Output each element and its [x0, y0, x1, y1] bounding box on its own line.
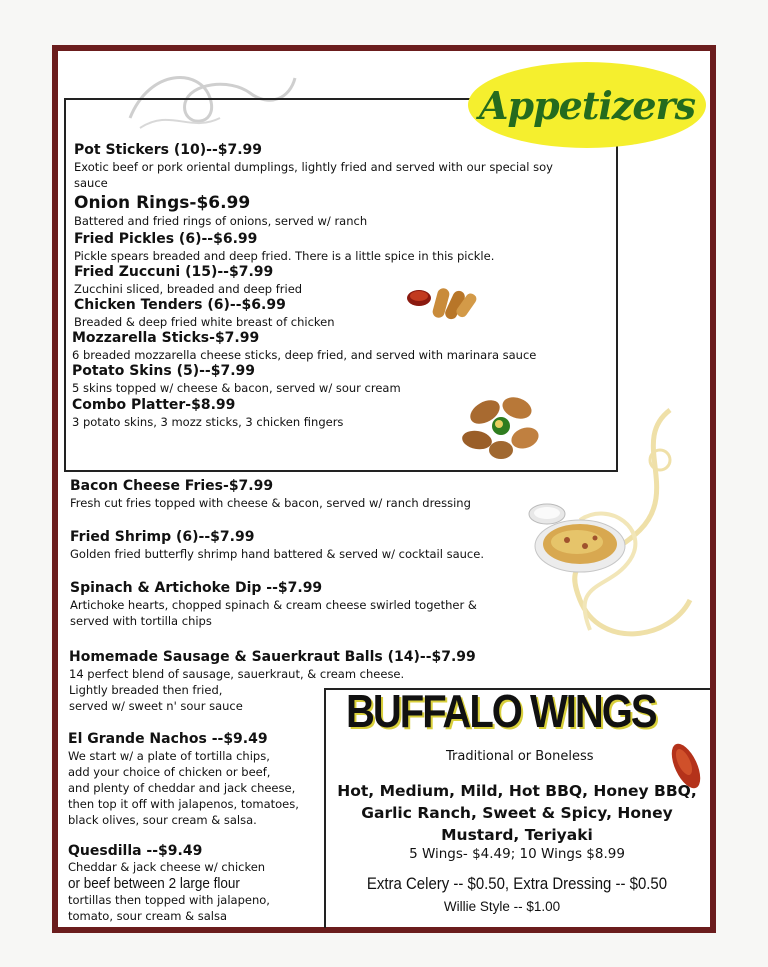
wings-subtitle: Traditional or Boneless [446, 749, 594, 764]
appetizers-banner [468, 62, 706, 148]
item-name: Mozzarella Sticks-$7.99 [72, 330, 260, 346]
menu-item [68, 731, 299, 828]
item-desc: 3 potato skins, 3 mozz sticks, 3 chicken fingers [72, 415, 344, 429]
item-desc: Artichoke hearts, chopped spinach & cream cheese swirled together & [70, 598, 477, 612]
combo-platter-photo [455, 384, 550, 466]
item-desc: Fresh cut fries topped with cheese & bacon, served w/ ranch dressing [70, 496, 471, 510]
item-desc: add your choice of chicken or beef, [68, 765, 271, 779]
item-desc: Breaded & deep fried white breast of chicken [74, 315, 335, 329]
item-desc: tomato, sour cream & salsa [68, 909, 228, 923]
flavor-line: Hot, Medium, Mild, Hot BBQ, Honey BBQ, [337, 782, 697, 800]
willie-style-price: Willie Style -- $1.00 [443, 899, 561, 914]
item-name: Bacon Cheese Fries-$7.99 [70, 478, 274, 494]
item-desc: sauce [74, 176, 108, 190]
item-name: Homemade Sausage & Sauerkraut Balls (14)--$7.99 [69, 649, 476, 665]
cheese-fries-photo [525, 500, 627, 576]
item-name: Combo Platter-$8.99 [72, 397, 236, 413]
item-desc: then top it off with jalapenos, tomatoes, [68, 797, 299, 811]
item-desc: Battered and fried rings of onions, served w/ ranch [74, 214, 368, 228]
menu-item [74, 142, 553, 191]
item-desc: 5 skins topped w/ cheese & bacon, served w/ sour cream [72, 381, 401, 395]
item-desc: served w/ sweet n' sour sauce [69, 699, 243, 713]
menu-item [72, 363, 401, 396]
item-name: Quesdilla --$9.49 [68, 843, 203, 859]
item-desc: black olives, sour cream & salsa. [68, 813, 257, 827]
menu-item [70, 478, 471, 511]
item-name: Onion Rings-$6.99 [74, 193, 251, 213]
item-desc: Zucchini sliced, breaded and deep fried [74, 282, 303, 296]
item-name: Spinach & Artichoke Dip --$7.99 [70, 580, 323, 596]
item-desc: 6 breaded mozzarella cheese sticks, deep fried, and served with marinara sauce [72, 348, 537, 362]
menu-item [72, 397, 343, 430]
item-desc: or beef between 2 large flour [68, 875, 240, 892]
item-name: Pot Stickers (10)--$7.99 [74, 142, 263, 158]
menu-item [74, 231, 494, 264]
appetizers-title: Appetizers [479, 82, 695, 128]
wings-extras: Extra Celery -- $0.50, Extra Dressing -- $0.50 [366, 874, 668, 893]
item-name: Potato Skins (5)--$7.99 [72, 363, 256, 379]
item-desc: Cheddar & jack cheese w/ chicken [68, 860, 266, 874]
chicken-tenders-photo [403, 280, 483, 324]
menu-item [70, 529, 484, 562]
buffalo-wings-title: BUFFALO WINGS [346, 686, 656, 738]
item-desc: served with tortilla chips [70, 614, 212, 628]
flavor-line: Garlic Ranch, Sweet & Spicy, Honey [361, 804, 673, 822]
item-name: Fried Pickles (6)--$6.99 [74, 231, 258, 247]
item-desc: Lightly breaded then fried, [69, 683, 223, 697]
item-name: Fried Shrimp (6)--$7.99 [70, 529, 255, 545]
item-name: Fried Zuccuni (15)--$7.99 [74, 264, 274, 280]
item-desc: and plenty of cheddar and jack cheese, [68, 781, 296, 795]
item-desc: We start w/ a plate of tortilla chips, [68, 749, 270, 763]
menu-item [74, 264, 302, 297]
item-desc: tortillas then topped with jalapeno, [68, 893, 270, 907]
wings-prices: 5 Wings- $4.49; 10 Wings $8.99 [409, 846, 625, 862]
menu-item [72, 330, 536, 363]
item-desc: 14 perfect blend of sausage, sauerkraut, & cream cheese. [69, 667, 405, 681]
menu-item [70, 580, 477, 629]
item-name: Chicken Tenders (6)--$6.99 [74, 297, 286, 313]
menu-item [74, 297, 335, 330]
item-desc: Exotic beef or pork oriental dumplings, lightly fried and served with our special soy [74, 160, 553, 174]
item-desc: Golden fried butterfly shrimp hand battered & served w/ cocktail sauce. [70, 547, 484, 561]
wings-flavors [336, 780, 698, 846]
item-desc: Pickle spears breaded and deep fried. There is a little spice in this pickle. [74, 249, 495, 263]
menu-item [74, 193, 367, 229]
menu-item [68, 843, 270, 924]
item-name: El Grande Nachos --$9.49 [68, 731, 268, 747]
flavor-line: Mustard, Teriyaki [441, 826, 593, 844]
